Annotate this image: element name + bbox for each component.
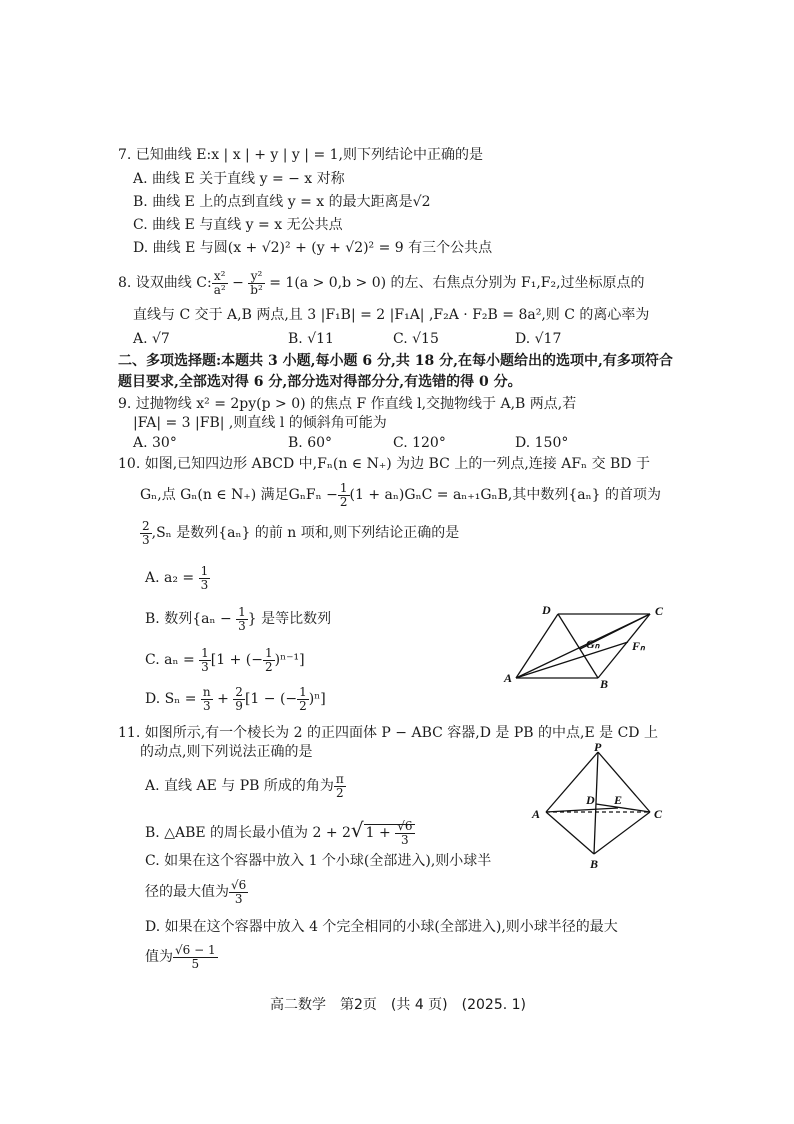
q11-label-d: D	[586, 793, 595, 807]
q10-option-a: A. a₂ = $\frac{1}{3}$	[145, 563, 209, 592]
q10-stem-2-post: (1 + aₙ)GₙC = aₙ₊₁GₙB,其中数列{aₙ} 的首项为	[349, 487, 662, 503]
q8-option-b: B. √11	[288, 331, 334, 347]
q8-stem: 8. 设双曲线 C: $\frac{\text{x²}}{\text{a²}}$ − $\frac{\text{y²}}{\text{b²}}$ = 1(a > 0,b > 0) 的左、右焦点分别为 F₁,F₂,过坐标原点的	[118, 268, 645, 297]
q11-option-d-2: 值为 $\frac{√6 - 1}{5}$	[145, 942, 216, 971]
q7-option-c: C. 曲线 E 与直线 y = x 无公共点	[133, 217, 343, 233]
q10-frac-first: $\frac{2}{3}$	[142, 518, 150, 547]
q8-frac-x: $\frac{\text{x²}}{\text{a²}}$	[213, 268, 226, 297]
q10-stem-2-pre: Gₙ,点 Gₙ(n ∈ N₊) 满足GₙFₙ −	[140, 487, 338, 503]
section2-header-2: 题目要求,全部选对得 6 分,部分选对得部分分,有选错的得 0 分。	[118, 374, 522, 390]
q11-stem-1: 11. 如图所示,有一个棱长为 2 的正四面体 P − ABC 容器,D 是 PB 的中点,E 是 CD 上	[118, 725, 658, 741]
q11-option-a: A. 直线 AE 与 PB 所成的角为 $\frac{\pi}{2}$	[145, 771, 344, 800]
q10-segment-afn	[516, 642, 628, 678]
q11-edge-ab	[546, 812, 594, 854]
q11-figure	[528, 742, 678, 872]
q10-label-c: C	[655, 604, 664, 618]
q10-option-c: C. aₙ = $\frac{1}{3}$ [1 + (− $\frac{1}{2}$ )ⁿ⁻¹]	[145, 645, 305, 674]
q10-stem-3	[140, 518, 459, 548]
q10-label-fn: Fₙ	[632, 639, 645, 653]
q8-option-d: D. √17	[515, 331, 562, 347]
q11-option-c-1: C. 如果在这个容器中放入 1 个小球(全部进入),则小球半	[145, 853, 492, 869]
q11-label-a: A	[532, 807, 541, 821]
q11-label-p: P	[594, 742, 602, 754]
q10-option-d: D. Sₙ = $\frac{n}{3}$ + $\frac{2}{9}$ [1 − (− $\frac{1}{2}$ )ⁿ]	[145, 684, 326, 713]
q11-option-d-1: D. 如果在这个容器中放入 4 个完全相同的小球(全部进入),则小球半径的最大	[145, 919, 618, 935]
q10-option-b: B. 数列{aₙ − $\frac{1}{3}$ } 是等比数列	[145, 604, 332, 633]
q11-edge-cb	[594, 812, 650, 854]
q11-label-c: C	[654, 807, 663, 821]
q10-label-gn: Gₙ	[586, 637, 600, 651]
q11-label-b: B	[590, 857, 599, 871]
q9-option-b: B. 60°	[288, 435, 333, 451]
q8-stem-2: 直线与 C 交于 A,B 两点,且 3 |F₁B| = 2 |F₁A| ,F₂A · F₂B = 8a²,则 C 的离心率为	[133, 307, 650, 323]
q11-option-c-2: 径的最大值为 $\frac{√6}{3}$	[145, 877, 247, 906]
q9-option-d: D. 150°	[515, 435, 569, 451]
q8-option-c: C. √15	[393, 331, 439, 347]
q8-stem-pre: 8. 设双曲线 C:	[118, 275, 212, 291]
q10-stem-3-text: ,Sₙ 是数列{aₙ} 的前 n 项和,则下列结论正确的是	[151, 525, 460, 541]
q7-option-b: B. 曲线 E 上的点到直线 y = x 的最大距离是√2	[133, 194, 431, 210]
q9-stem-1: 9. 过抛物线 x² = 2py(p > 0) 的焦点 F 作直线 l,交抛物线于 A,B 两点,若	[118, 396, 577, 412]
q7-option-d: D. 曲线 E 与圆(x + √2)² + (y + √2)² = 9 有三个公共点	[133, 240, 493, 256]
q11-label-e: E	[614, 793, 623, 807]
q8-option-a: A. √7	[133, 331, 170, 347]
q7-option-a: A. 曲线 E 关于直线 y = − x 对称	[133, 171, 345, 187]
q10-frac-half: $\frac{1}{2}$	[339, 480, 348, 509]
q11-option-b: B. △ABE 的周长最小值为 2 + 2√ 1 + $\frac{√6}{3}$	[145, 818, 413, 847]
section2-header-1: 二、多项选择题:本题共 3 小题,每小题 6 分,共 18 分,在每小题给出的选项中,有多项符合	[118, 353, 673, 369]
q8-stem-post: = 1(a > 0,b > 0) 的左、右焦点分别为 F₁,F₂,过坐标原点的	[269, 275, 645, 291]
q10-stem-2	[140, 480, 661, 510]
q10-label-b: B	[600, 677, 609, 690]
q10-figure	[500, 600, 680, 690]
q11-stem-2: 的动点,则下列说法正确的是	[140, 744, 313, 760]
q8-frac-y: $\frac{\text{y²}}{\text{b²}}$	[250, 268, 263, 297]
q9-option-c: C. 120°	[393, 435, 446, 451]
q10-stem-1: 10. 如图,已知四边形 ABCD 中,Fₙ(n ∈ N₊) 为边 BC 上的一列点,连接 AFₙ 交 BD 于	[118, 456, 650, 472]
q9-stem-2: |FA| = 3 |FB| ,则直线 l 的倾斜角可能为	[133, 415, 387, 431]
q9-option-a: A. 30°	[133, 435, 177, 451]
q10-label-d: D	[542, 603, 551, 617]
q10-label-a: A	[504, 671, 513, 685]
q11-segment-dc	[596, 804, 650, 812]
q11-edge-pc	[598, 752, 650, 812]
q7-stem: 7. 已知曲线 E:x | x | + y | y | = 1,则下列结论中正确的是	[118, 147, 483, 163]
page-footer: 高二数学 第2页 (共 4 页) (2025. 1)	[270, 997, 526, 1013]
